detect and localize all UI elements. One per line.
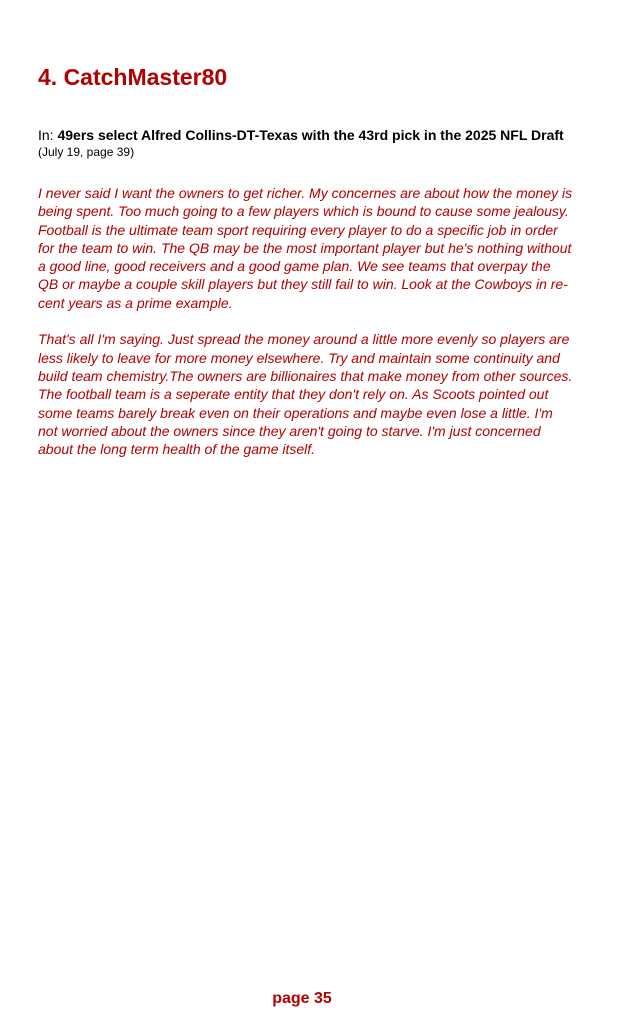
post-paragraph	[38, 184, 586, 312]
thread-title: 49ers select Alfred Collins-DT-Texas with the 43rd pick in the 2025 NFL Draft	[57, 127, 564, 143]
thread-reference	[38, 126, 564, 144]
text-line: less likely to leave for more money elsewhere. Try and maintain some continuity and	[38, 349, 560, 366]
text-line: for the team to win. The QB may be the most important player but he's nothing without	[38, 239, 572, 256]
text-line: cent years as a prime example.	[38, 294, 233, 311]
in-prefix: In:	[38, 127, 58, 143]
text-line: Football is the ultimate team sport requiring every player to do a specific job in order	[38, 221, 558, 238]
post-date-meta: (July 19, page 39)	[38, 145, 135, 159]
text-line: I never said I want the owners to get richer. My concernes are about how the money is	[38, 185, 573, 201]
text-line: a good line, good receivers and a good game plan. We see teams that overpay the	[38, 258, 551, 275]
text-line: QB or maybe a couple skill players but they still fail to win. Look at the Cowboys in re-	[38, 276, 568, 293]
text-line: some teams barely break even on their operations and maybe even lose a little. I'm	[38, 404, 553, 421]
post-author-heading: 4. CatchMaster80	[38, 64, 228, 90]
post-paragraph	[38, 330, 586, 458]
post-body	[38, 184, 586, 477]
text-line: about the long term health of the game itself.	[38, 441, 316, 458]
text-line: being spent. Too much going to a few players which is bound to cause some jealousy.	[38, 203, 569, 220]
text-line: build team chemistry.The owners are billionaires that make money from other sources.	[38, 367, 573, 384]
text-line: The football team is a seperate entity that they don't rely on. As Scoots pointed out	[38, 386, 549, 403]
page-number: page 35	[272, 990, 332, 1007]
text-line: That's all I'm saying. Just spread the money around a little more evenly so players are	[38, 331, 570, 348]
text-line: not worried about the owners since they aren't going to starve. I'm just concerned	[38, 422, 541, 439]
